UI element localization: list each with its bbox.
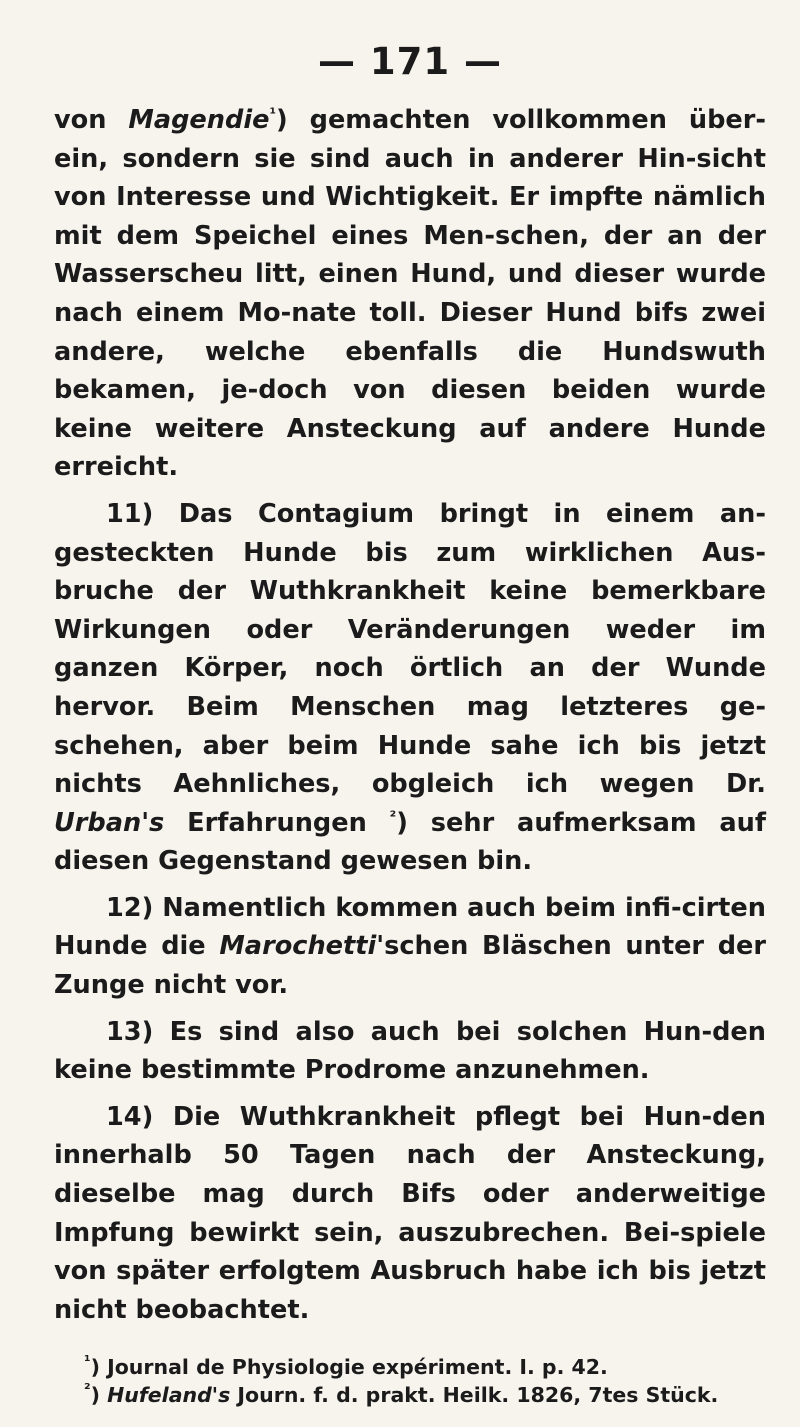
author-name-urban: Urban's	[54, 807, 165, 838]
para-text: 'schen Bläschen unter der Zunge nicht vor.	[54, 931, 767, 1001]
author-name-marochetti: Marochetti	[219, 931, 377, 962]
paragraph-12	[54, 889, 766, 1005]
footnote-marker-2: ²	[84, 1380, 91, 1399]
footnote-text: ) Journal de Physiologie expériment. I. p. 42.	[90, 1355, 608, 1380]
footnote-2	[54, 1381, 766, 1409]
footnote-lead: )	[90, 1383, 108, 1408]
para-lead: von	[54, 105, 129, 135]
paragraph-13: 13) Es sind also auch bei solchen Hun-den keine bestimmte Prodrome anzunehmen.	[54, 1016, 766, 1086]
para-text: Erfahrungen	[164, 807, 390, 838]
page-number: — 171 —	[318, 40, 502, 83]
footnotes	[54, 1353, 766, 1409]
footnote-1	[54, 1353, 766, 1381]
paragraph-continuation	[54, 101, 766, 487]
author-name-magendie: Magendie	[128, 105, 270, 135]
para-text: ) sehr aufmerksam auf diesen Gegenstand gewesen bin.	[54, 807, 766, 877]
para-text: ) gemachten vollkommen über-ein, sondern sie sind auch in anderer Hin-sicht von Interesse und Wichtigkeit. Er impfte nämlich mit dem Speichel eines Men-schen, der an der Wasserscheu litt, einen Hund, und dieser wurde nach einem Mo-nate toll. Dieser Hund bifs zwei andere, welche ebenfalls die Hundswuth bekamen, je-doch von diesen beiden wurde keine weitere Ansteckung auf andere Hunde erreicht.	[54, 105, 766, 483]
footnote-ref-2: ²	[389, 807, 397, 826]
author-name-hufeland: Hufeland's	[107, 1383, 231, 1408]
footnote-marker-1: ¹	[84, 1352, 91, 1371]
paragraph-11	[54, 495, 766, 881]
book-page	[54, 40, 766, 1409]
para-text: 12) Namentlich kommen auch beim infi-cirten Hunde die	[54, 892, 766, 962]
footnote-text: Journ. f. d. prakt. Heilk. 1826, 7tes Stück.	[230, 1383, 719, 1408]
paragraph-14: 14) Die Wuthkrankheit pflegt bei Hun-den innerhalb 50 Tagen nach der Ansteckung, dieselbe mag durch Bifs oder anderweitige Impfung bewirkt sein, auszubrechen. Bei-spiele von später erfolgtem Ausbruch habe ich bis jetzt nicht beobachtet.	[54, 1101, 766, 1325]
para-text: 11) Das Contagium bringt in einem an-gesteckten Hunde bis zum wirklichen Aus-bruche der Wuthkrankheit keine bemerkbare Wirkungen oder Veränderungen weder im ganzen Körper, noch örtlich an der Wunde hervor. Beim Menschen mag letzteres ge-schehen, aber beim Hunde sahe ich bis jetzt nichts Aehnliches, obgleich ich wegen Dr.	[54, 498, 766, 800]
footnote-ref-1: ¹	[269, 104, 277, 123]
